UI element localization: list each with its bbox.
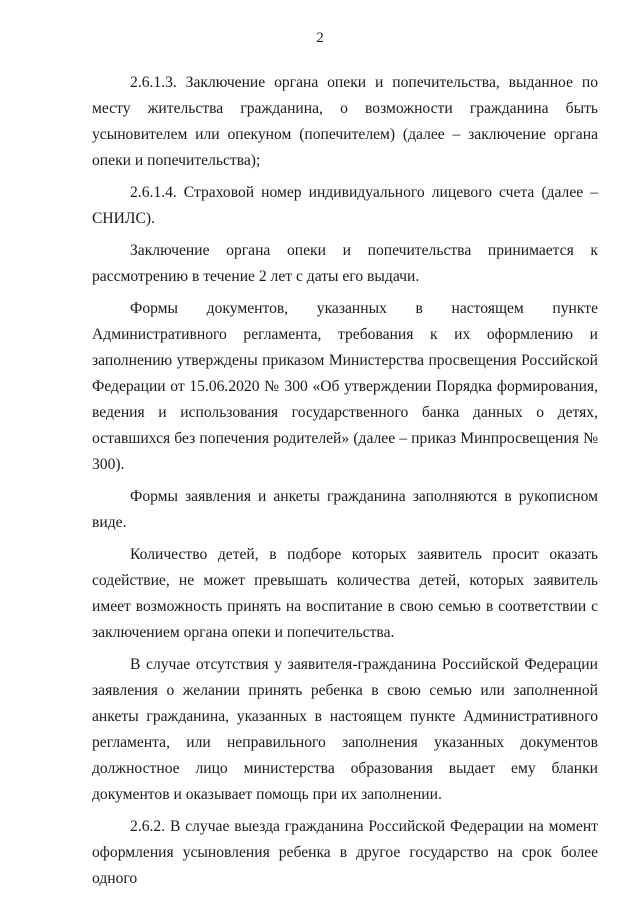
paragraph-document-forms: Формы документов, указанных в настоящем пункте Административного регламента, требования к их оформлению и заполнению утверждены приказом Министерства просвещения Российской Федерации от 15.06.2020 № 300 «Об утверждении Порядка формирования, ведения и использования государственного банка данных о детях, оставшихся без попечения родителей» (далее – приказ Минпросвещения № 300).	[92, 300, 598, 473]
paragraph-conclusion-validity: Заключение органа опеки и попечительства принимается к рассмотрению в течение 2 лет с даты его выдачи.	[92, 242, 598, 285]
document-body	[92, 70, 598, 892]
page-number: 2	[316, 30, 324, 46]
paragraph-handwritten-forms: Формы заявления и анкеты гражданина заполняются в рукописном виде.	[92, 488, 598, 531]
paragraph-missing-documents: В случае отсутствия у заявителя-гражданина Российской Федерации заявления о желании принять ребенка в свою семью или заполненной анкеты гражданина, указанных в настоящем пункте Административного регламента, или неправильного заполнения указанных документов должностное лицо министерства образования выдает ему бланки документов и оказывает помощь при их заполнении.	[92, 656, 598, 803]
paragraph-2-6-1-4: 2.6.1.4. Страховой номер индивидуального лицевого счета (далее – СНИЛС).	[92, 184, 598, 227]
paragraph-children-count: Количество детей, в подборе которых заявитель просит оказать содействие, не может превышать количества детей, которых заявитель имеет возможность принять на воспитание в свою семью в соответствии с заключением органа опеки и попечительства.	[92, 546, 598, 641]
paragraph-2-6-1-3: 2.6.1.3. Заключение органа опеки и попечительства, выданное по месту жительства гражданина, о возможности гражданина быть усыновителем или опекуном (попечителем) (далее – заключение органа опеки и попечительства);	[92, 74, 598, 169]
paragraph-2-6-2: 2.6.2. В случае выезда гражданина Российской Федерации на момент оформления усыновления ребенка в другое государство на срок более одного	[92, 818, 598, 887]
